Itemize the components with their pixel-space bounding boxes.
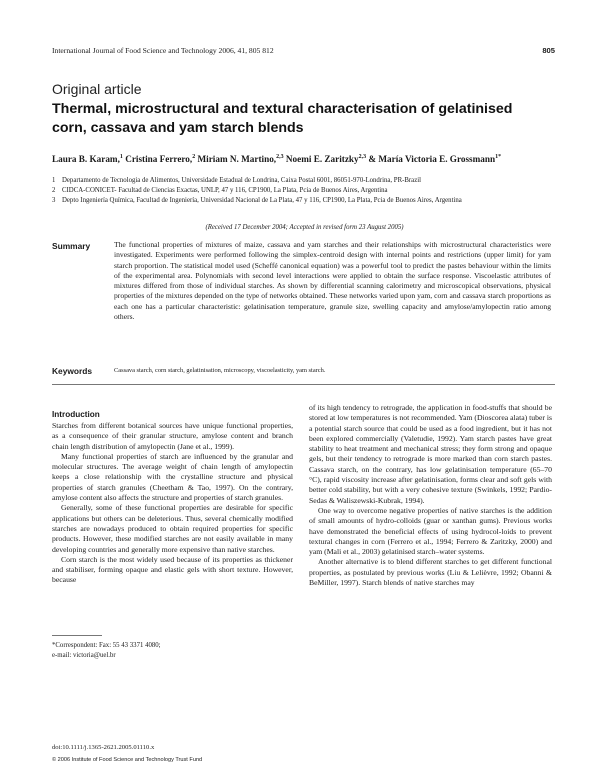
summary-label: Summary: [52, 241, 91, 251]
author-affil-sup: 2,3: [276, 154, 284, 160]
paragraph: Corn starch is the most widely used because of its properties as thickener and stabiliser, forming opaque and elastic gels with short texture. However, because: [52, 554, 293, 585]
section-divider: [52, 384, 555, 385]
affiliation-item: [52, 186, 557, 196]
body-column-left: [52, 421, 293, 586]
keywords-text: Cassava starch, corn starch, gelatinisation, microscopy, viscoelasticity, yam starch.: [114, 367, 326, 374]
affiliation-item: [52, 176, 557, 186]
article-type: Original article: [52, 81, 142, 97]
paragraph: of its high tendency to retrograde, the application in food-stuffs that should be stored at low temperatures is not recommended. Yam (Dioscorea alata) tuber is a potential starch source that could be used as a food ingredient, but it has not been explored commercially (Valetudie, 1992). Yam starch pastes have great stability to heat treatment and mechanical stress; they form strong and opaque gels, but their tendency to retrograde is more marked than corn starch pastes. Cassava starch, on the contrary, has low gelatinisation temperature (65–70 °C), rapid viscosity increase after gelatinisation, forms clear and soft gels with better cold stability, but with a very cohesive texture (Swinkels, 1992; Pardio-Sedas & Waliszewski-Kubrak, 1994).: [309, 403, 552, 505]
summary-text: The functional properties of mixtures of maize, cassava and yam starches and their relationships with microstructural characteristics were investigated. Experiments were performed following the simplex-centroid design with internal points and restrictions (upper limit) for yam starch proportion. The statistical model used (Scheffé canonical equation) was a powerful tool to predict the pastes behaviour within the limits of the experimental area. Polynomials with second level interactions were applied to obtain the surface response. Viscoelastic attributes of mixtures differed from those of individual starches. As shown by differential scanning calorimetry and microscopical observations, physical properties of the mixtures depended on the type of networks obtained. These networks varied upon yam, corn and cassava starch proportions as each one has a particular characteristic: gelatinisation temperature, granule size, swelling capacity and amylose/amylopectin ratio among others.: [114, 240, 551, 321]
article-title: Thermal, microstructural and textural characterisation of gelatinised corn, cassava and yam starch blends: [52, 101, 513, 136]
introduction-heading: Introduction: [52, 410, 100, 419]
correspondent-email[interactable]: e-mail: victoria@uel.br: [52, 652, 116, 659]
paragraph: Starches from different botanical sources have unique functional properties, as a consequence of their granular structure, amylose content and branch chain length distribution of amylopectin (Jane et al., 1999).: [52, 421, 293, 451]
copyright: © 2006 Institute of Food Science and Technology Trust Fund: [52, 757, 203, 763]
author-name: Cristina Ferrero,: [125, 154, 193, 165]
author-name: Laura B. Karam,: [52, 154, 120, 165]
author-affil-sup: 2: [192, 154, 196, 160]
author-name: & María Victoria E. Grossmann: [368, 154, 496, 165]
affiliation-list: [52, 176, 557, 206]
paragraph: Many functional properties of starch are influenced by the granular and molecular structures. The average weight of chain length of amylopectin keeps a close relationship with the crystalline structure and physical properties of starch granules (Cheetham & Tao, 1997). On the contrary, amylose content also affects the structure and properties of starch granules.: [52, 451, 293, 503]
author-name: Miriam N. Martino,: [197, 154, 277, 165]
author-affil-sup: 1*: [495, 154, 502, 160]
page-number: 805: [542, 46, 555, 55]
affiliation-number: 1: [52, 177, 56, 184]
paragraph: One way to overcome negative properties of native starches is the addition of small amounts of hydro-colloids (guar or xanthan gums). Previous works have demonstrated the beneficial effects of using hydrocol-loids to prevent textural changes in corn (Ferrero et al., 1994; Ferrero & Zaritzky, 2000) and yam (Mali et al., 2003) gelatinised starch–water systems.: [309, 505, 552, 557]
affiliation-text: CIDCA-CONICET- Facultad de Ciencias Exactas, UNLP, 47 y 116, CP1900, La Plata, Pcia de Buenos Aires, Argentina: [62, 187, 388, 194]
affiliation-text: Depto Ingeniería Química, Facultad de Ingeniería, Universidad Nacional de La Plata, 47 y 116, CP1900, La Plata, Pcia de Buenos Aires, Argentina: [62, 197, 462, 204]
journal-header: International Journal of Food Science and Technology 2006, 41, 805 812: [52, 46, 274, 55]
author-name: Noemi E. Zaritzky: [285, 154, 359, 165]
author-affil-sup: 1: [119, 154, 123, 160]
affiliation-number: 2: [52, 187, 56, 194]
correspondent-fax: *Correspondent: Fax: 55 43 3371 4080;: [52, 642, 161, 649]
affiliation-item: [52, 196, 557, 206]
author-affil-sup: 2,3: [358, 154, 367, 160]
paragraph: Generally, some of these functional properties are desirable for specific applications but others can be deleterious. Thus, several chemically modified starches are nowadays produced to obtain required properties for specific products. However, these modified starches are not easily available in many developing countries and generally more expensive than native starches.: [52, 503, 293, 554]
footnote-divider: [52, 635, 102, 636]
keywords-label: Keywords: [52, 366, 93, 376]
received-dates: (Received 17 December 2004; Accepted in revised form 23 August 2005): [205, 224, 404, 231]
author-list: [52, 154, 552, 164]
affiliation-number: 3: [52, 197, 56, 204]
doi[interactable]: doi:10.1111/j.1365-2621.2005.01110.x: [52, 744, 155, 751]
paragraph: Another alternative is to blend different starches to get different functional properties, as postulated by previous works (Liu & Lelièvre, 1992; Obanni & BeMiller, 1997). Starch blends of native starches may: [309, 557, 552, 588]
affiliation-text: Departamento de Tecnologia de Alimentos, Universidade Estadual de Londrina, Caixa Postal 6001, 86051-970-Londrina, PR-Brazil: [62, 177, 421, 184]
body-column-right: [309, 403, 552, 588]
correspondence-footnote: [52, 641, 292, 661]
